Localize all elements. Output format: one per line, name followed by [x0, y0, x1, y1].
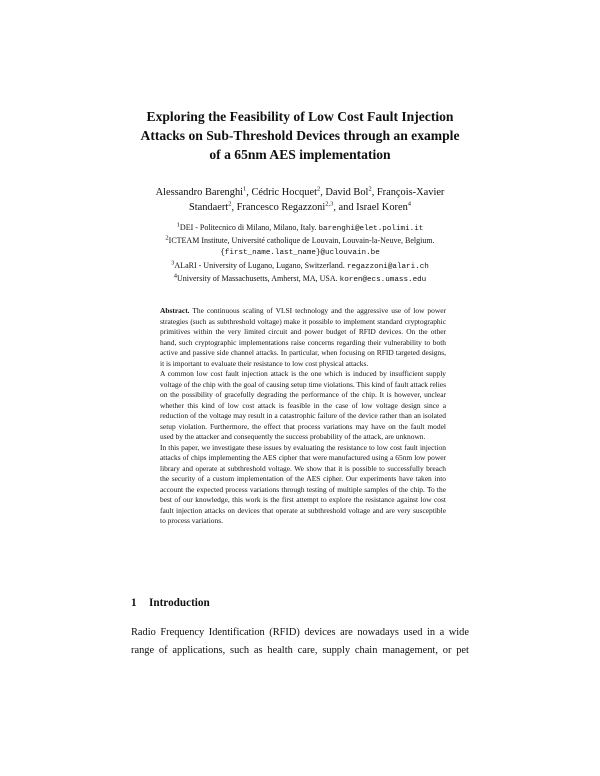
affiliation-email[interactable]: barenghi@elet.polimi.it	[318, 225, 424, 233]
affiliation-mark: 2	[165, 234, 169, 242]
affiliation-text: ICTEAM Institute, Université catholique de Louvain, Louvain-la-Neuve, Belgium.	[168, 236, 435, 246]
abstract-label: Abstract.	[160, 306, 190, 315]
abstract-paragraph-2: A common low cost fault injection attack is the one which is induced by insufficient supply voltage of the chip with the goal of causing setup time violations. This kind of fault attack relies on the possibility of gracefully degrading the performance of the chip. It is however, unclear whether this kind of low cost attack is feasible in the case of low voltage design since a reduction of the voltage may result in a catastrophic failure of the device rather than an isolated setup violation. Furthermore, the effect that process variations may have on the fault model used by the attacker and consequently the success probability of the attack, are unknown.	[160, 369, 446, 441]
affiliation-email[interactable]: {first_name.last_name}@uclouvain.be	[220, 249, 380, 258]
affiliation-4	[120, 273, 480, 286]
intro-word: range	[131, 644, 155, 656]
intro-word: Frequency	[160, 627, 205, 638]
intro-line-1	[131, 624, 469, 642]
author-name: , François-Xavier	[371, 187, 445, 198]
intro-word: management,	[382, 644, 438, 656]
section-title: Introduction	[149, 597, 210, 609]
intro-word: wide	[448, 627, 469, 638]
abstract	[160, 306, 446, 527]
intro-word: pet	[456, 644, 469, 656]
affiliation-email[interactable]: koren@ecs.umass.edu	[339, 275, 427, 284]
affiliation-list	[120, 222, 480, 286]
author-affil-mark: 1	[243, 185, 247, 193]
intro-word: care,	[297, 644, 318, 656]
abstract-paragraph-3: In this paper, we investigate these issues by evaluating the resistance to low cost fault injection attacks of chips implementing the AES cipher that were manufactured using a 65nm low power library and operate at subthreshold voltage. We show that it is possible to successfully breach the security of a custom implementation of the AES cipher. Our experiments have taken into account the expected process variations through testing of multiple samples of the chip. To the best of our knowledge, this work is the first attempt to explore the resistance against low cost fault injection attacks on devices that operate at subthreshold voltage and are very susceptible to process variations.	[160, 442, 446, 525]
affiliation-text: University of Massachusetts, Amherst, MA, USA.	[177, 273, 340, 283]
intro-text	[131, 624, 469, 660]
author-affil-mark: 2	[228, 200, 232, 208]
intro-word: are	[340, 627, 353, 638]
affiliation-mark: 3	[171, 258, 175, 266]
intro-line-2	[131, 642, 469, 660]
section-number: 1	[131, 597, 137, 609]
author-name: , Cédric Hocquet	[246, 187, 317, 198]
affiliation-text: ALaRI - University of Lugano, Lugano, Switzerland.	[174, 260, 347, 270]
paper-title	[120, 107, 480, 164]
author-name: Standaert	[188, 202, 229, 213]
affiliation-mark: 4	[173, 272, 177, 280]
title-line-2: Attacks on Sub-Threshold Devices through an example	[140, 128, 460, 143]
affiliation-1	[120, 222, 480, 235]
intro-word: supply	[322, 644, 351, 656]
author-affil-mark: 2,3	[325, 200, 334, 208]
intro-word: applications,	[172, 644, 226, 656]
affiliation-3	[120, 260, 480, 273]
author-name: , David Bol	[320, 187, 369, 198]
affiliation-2	[120, 235, 480, 246]
author-affil-mark: 2	[316, 185, 321, 193]
intro-word: Radio	[131, 627, 156, 638]
title-line-1: Exploring the Feasibility of Low Cost Fault Injection	[146, 109, 454, 124]
intro-word: as	[253, 644, 263, 656]
intro-word: chain	[354, 644, 378, 656]
author-name: Alessandro Barenghi	[155, 187, 244, 198]
intro-word: or	[442, 644, 452, 656]
author-name: , and Israel Koren	[333, 202, 408, 213]
title-line-3: of a 65nm AES implementation	[209, 147, 391, 162]
intro-word: (RFID)	[269, 627, 300, 638]
author-line-2	[140, 200, 460, 215]
author-line-1	[140, 185, 460, 200]
affiliation-text: DEI - Politecnico di Milano, Milano, Italy.	[179, 223, 319, 232]
affiliation-2-email-line	[120, 246, 480, 259]
affiliation-email[interactable]: regazzoni@alari.ch	[346, 262, 429, 271]
author-name: , Francesco Regazzoni	[231, 202, 326, 213]
intro-word: devices	[304, 627, 336, 638]
intro-word: of	[158, 644, 168, 656]
affiliation-mark: 1	[176, 221, 180, 229]
author-list	[140, 185, 460, 215]
intro-word: a	[439, 627, 445, 638]
section-heading	[131, 597, 210, 609]
intro-word: nowadays	[357, 627, 399, 638]
author-affil-mark: 4	[407, 200, 412, 208]
intro-word: such	[230, 644, 250, 656]
intro-word: Identification	[208, 627, 265, 638]
author-affil-mark: 2	[368, 185, 372, 193]
abstract-paragraph-1	[160, 306, 446, 369]
intro-word: used	[403, 627, 423, 638]
intro-word: health	[267, 644, 293, 656]
intro-word: in	[426, 627, 436, 638]
abstract-text: The continuous scaling of VLSI technology and the aggressive use of low power strategies (such as subthreshold voltage) make it possible to implement standard cryptographic primitives within the very limited circuit and power budget of RFID devices. On the other hand, such cryptographic implementations raise concerns regarding their vulnerability to both active and passive side channel attacks. In particular, when focusing on RFID targeted designs, it is important to evaluate their resistance to low cost physical attacks.	[160, 306, 446, 368]
